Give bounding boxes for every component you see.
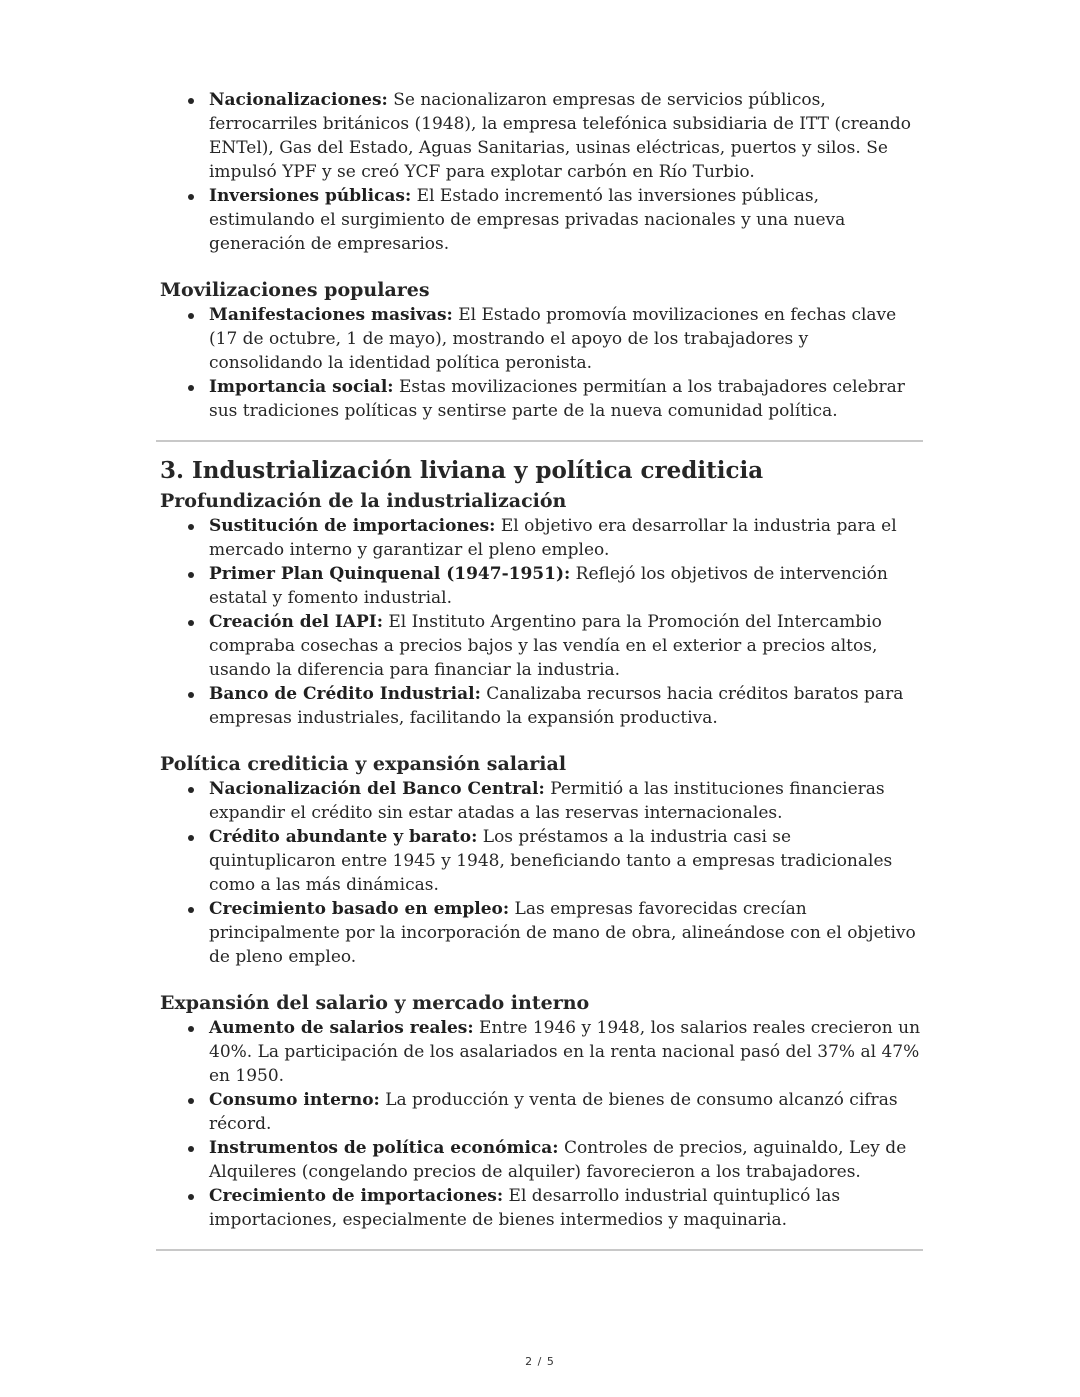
profundizacion-heading: Profundización de la industrialización (160, 490, 567, 512)
profundizacion-list (160, 514, 923, 730)
item-term: Inversiones públicas: (209, 186, 412, 206)
list-item (160, 375, 923, 423)
list-item (160, 610, 923, 682)
item-text: Reflejó los objetivos de intervención estatal y fomento industrial. (209, 564, 888, 608)
item-term: Nacionalizaciones: (209, 90, 388, 110)
politica-list (160, 777, 923, 969)
list-item (160, 1136, 923, 1184)
item-term: Consumo interno: (209, 1090, 380, 1110)
item-text: Permitió a las instituciones financieras expandir el crédito sin estar atadas a las reservas internacionales. (209, 779, 885, 823)
politica-heading: Política crediticia y expansión salarial (160, 753, 567, 775)
list-item (160, 514, 923, 562)
item-text: Entre 1946 y 1948, los salarios reales crecieron un 40%. La participación de los asalariados en la renta nacional pasó del 37% al 47% en 1950. (209, 1018, 921, 1086)
list-item (160, 1088, 923, 1136)
page-number: 2 / 5 (525, 1355, 555, 1368)
list-item (160, 777, 923, 825)
item-term: Crecimiento de importaciones: (209, 1186, 504, 1206)
list-item (160, 88, 923, 184)
section-divider (156, 440, 923, 442)
item-text: El Estado promovía movilizaciones en fechas clave (17 de octubre, 1 de mayo), mostrando el apoyo de los trabajadores y consolidando la identidad política peronista. (209, 305, 897, 373)
document-page (160, 88, 923, 1251)
item-text: Se nacionalizaron empresas de servicios públicos, ferrocarriles británicos (1948), la empresa telefónica subsidiaria de ITT (creando ENTel), Gas del Estado, Aguas Sanitarias, usinas eléctricas, puertos y silos. Se impulsó YPF y se creó YCF para explotar carbón en Río Turbio. (209, 90, 911, 182)
item-term: Crecimiento basado en empleo: (209, 899, 510, 919)
movilizaciones-list (160, 303, 923, 423)
item-term: Creación del IAPI: (209, 612, 383, 632)
item-term: Sustitución de importaciones: (209, 516, 496, 536)
list-item (160, 682, 923, 730)
section-title: 3. Industrialización liviana y política crediticia (160, 457, 764, 484)
item-term: Crédito abundante y barato: (209, 827, 478, 847)
list-item (160, 184, 923, 256)
list-item (160, 1016, 923, 1088)
item-text: El desarrollo industrial quintuplicó las importaciones, especialmente de bienes intermedios y maquinaria. (209, 1186, 841, 1230)
item-text: El Instituto Argentino para la Promoción del Intercambio compraba cosechas a precios bajos y las vendía en el exterior a precios altos, usando la diferencia para financiar la industria. (209, 612, 882, 680)
item-text: El Estado incrementó las inversiones públicas, estimulando el surgimiento de empresas privadas nacionales y una nueva generación de empresarios. (209, 186, 846, 254)
item-term: Instrumentos de política económica: (209, 1138, 559, 1158)
item-text: Estas movilizaciones permitían a los trabajadores celebrar sus tradiciones políticas y sentirse parte de la nueva comunidad política. (209, 377, 905, 421)
item-text: El objetivo era desarrollar la industria para el mercado interno y garantizar el pleno empleo. (209, 516, 897, 560)
item-term: Aumento de salarios reales: (209, 1018, 474, 1038)
item-text: Las empresas favorecidas crecían principalmente por la incorporación de mano de obra, alineándose con el objetivo de pleno empleo. (209, 899, 916, 967)
expansion-heading: Expansión del salario y mercado interno (160, 992, 590, 1014)
item-text: Canalizaba recursos hacia créditos baratos para empresas industriales, facilitando la expansión productiva. (209, 684, 904, 728)
list-item (160, 1184, 923, 1232)
item-text: Los préstamos a la industria casi se quintuplicaron entre 1945 y 1948, beneficiando tanto a empresas tradicionales como a las más dinámicas. (209, 827, 893, 895)
list-item (160, 897, 923, 969)
movilizaciones-heading: Movilizaciones populares (160, 279, 430, 301)
item-text: Controles de precios, aguinaldo, Ley de Alquileres (congelando precios de alquiler) favorecieron a los trabajadores. (209, 1138, 907, 1182)
item-term: Primer Plan Quinquenal (1947-1951): (209, 564, 571, 584)
item-term: Nacionalización del Banco Central: (209, 779, 545, 799)
expansion-list (160, 1016, 923, 1232)
list-item (160, 303, 923, 375)
item-term: Manifestaciones masivas: (209, 305, 453, 325)
item-text: La producción y venta de bienes de consumo alcanzó cifras récord. (209, 1090, 898, 1134)
item-term: Banco de Crédito Industrial: (209, 684, 481, 704)
section-divider (156, 1249, 923, 1251)
top-list (160, 88, 923, 256)
item-term: Importancia social: (209, 377, 394, 397)
list-item (160, 825, 923, 897)
list-item (160, 562, 923, 610)
